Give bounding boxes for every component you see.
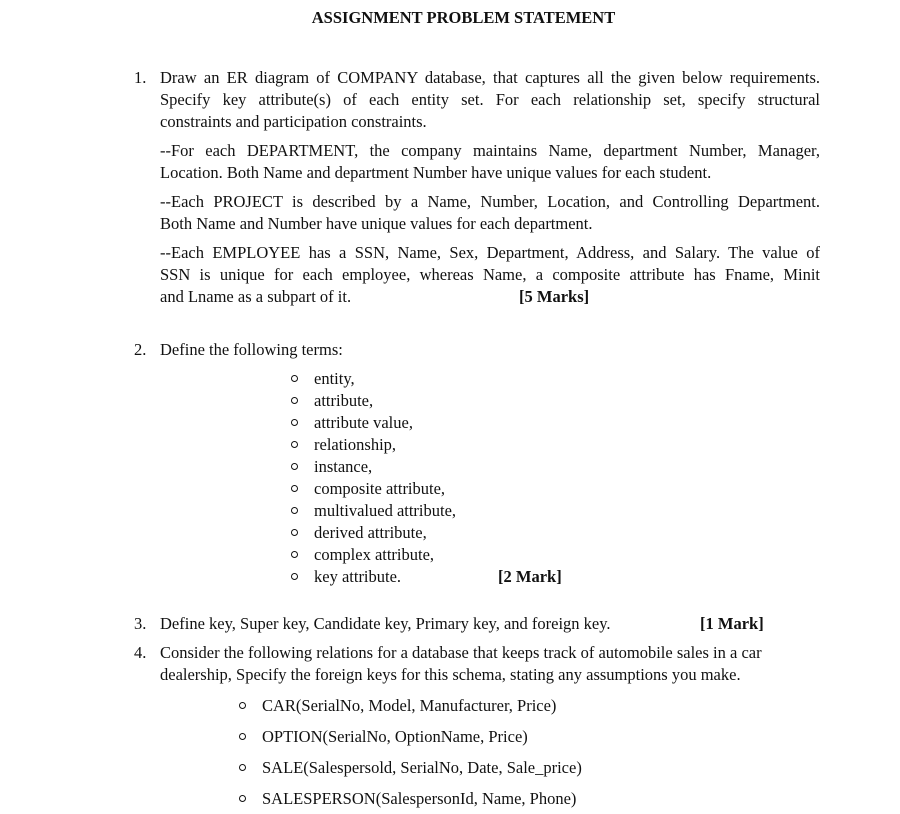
q1-project-paragraph [160,191,820,235]
q4-line: Consider the following relations for a database that keeps track of automobile sales in a car [160,643,762,662]
paragraph-line: SSN is unique for each employee, whereas Name, a composite attribute has Fname, Minit [160,265,820,284]
list-item: relationship, [290,434,456,456]
marks-label: [5 Marks] [519,287,590,306]
paragraph-line: and Lname as a subpart of it. [5 Marks] [160,287,590,306]
list-item: complex attribute, [290,544,456,566]
list-item: SALESPERSON(SalespersonId, Name, Phone) [238,783,582,814]
list-item: SALE(Salespersold, SerialNo, Date, Sale_price) [238,752,582,783]
paragraph-line: Both Name and Number have unique values for each department. [160,214,593,233]
circle-bullet-icon [291,463,298,470]
q1-employee-paragraph [160,242,820,308]
list-item: multivalued attribute, [290,500,456,522]
list-item: OPTION(SerialNo, OptionName, Price) [238,721,582,752]
question-number: 3. [134,614,147,633]
circle-bullet-icon [291,441,298,448]
list-item: key attribute. [290,566,456,588]
marks-label: [1 Mark] [700,614,764,633]
circle-bullet-icon [239,733,246,740]
list-item: entity, [290,368,456,390]
q1-intro-line: Specify key attribute(s) of each entity set. For each relationship set, specify structural [160,90,820,109]
circle-bullet-icon [291,419,298,426]
paragraph-line: --Each PROJECT is described by a Name, Number, Location, and Controlling Department. [160,192,820,211]
marks-label: [2 Mark] [498,567,562,586]
question-2 [134,339,634,361]
relations-list [238,690,582,814]
q1-intro-line: constraints and participation constraints. [160,112,427,131]
question-1 [134,67,820,308]
question-number: 2. [134,340,147,359]
circle-bullet-icon [291,397,298,404]
list-item: derived attribute, [290,522,456,544]
q4-line: dealership, Specify the foreign keys for this schema, stating any assumptions you make. [160,665,741,684]
list-item: instance, [290,456,456,478]
terms-list [290,368,456,588]
circle-bullet-icon [291,485,298,492]
q2-text: Define the following terms: [160,340,343,359]
list-item: attribute, [290,390,456,412]
list-item: CAR(SerialNo, Model, Manufacturer, Price) [238,690,582,721]
circle-bullet-icon [291,551,298,558]
question-number: 1. [134,68,147,87]
q3-text: Define key, Super key, Candidate key, Primary key, and foreign key. [160,614,611,633]
circle-bullet-icon [239,795,246,802]
list-item: composite attribute, [290,478,456,500]
circle-bullet-icon [291,507,298,514]
circle-bullet-icon [239,702,246,709]
paragraph-line: --Each EMPLOYEE has a SSN, Name, Sex, Department, Address, and Salary. The value of [160,243,820,262]
circle-bullet-icon [291,573,298,580]
paragraph-line: Location. Both Name and department Number have unique values for each student. [160,163,712,182]
paragraph-line: --For each DEPARTMENT, the company maintains Name, department Number, Manager, [160,141,820,160]
page-title: ASSIGNMENT PROBLEM STATEMENT [311,8,616,27]
question-4 [134,642,814,686]
circle-bullet-icon [291,375,298,382]
q1-department-paragraph [160,140,820,184]
list-item: attribute value, [290,412,456,434]
circle-bullet-icon [239,764,246,771]
q1-intro-line: Draw an ER diagram of COMPANY database, that captures all the given below requirements. [160,68,820,87]
circle-bullet-icon [291,529,298,536]
question-number: 4. [134,643,147,662]
